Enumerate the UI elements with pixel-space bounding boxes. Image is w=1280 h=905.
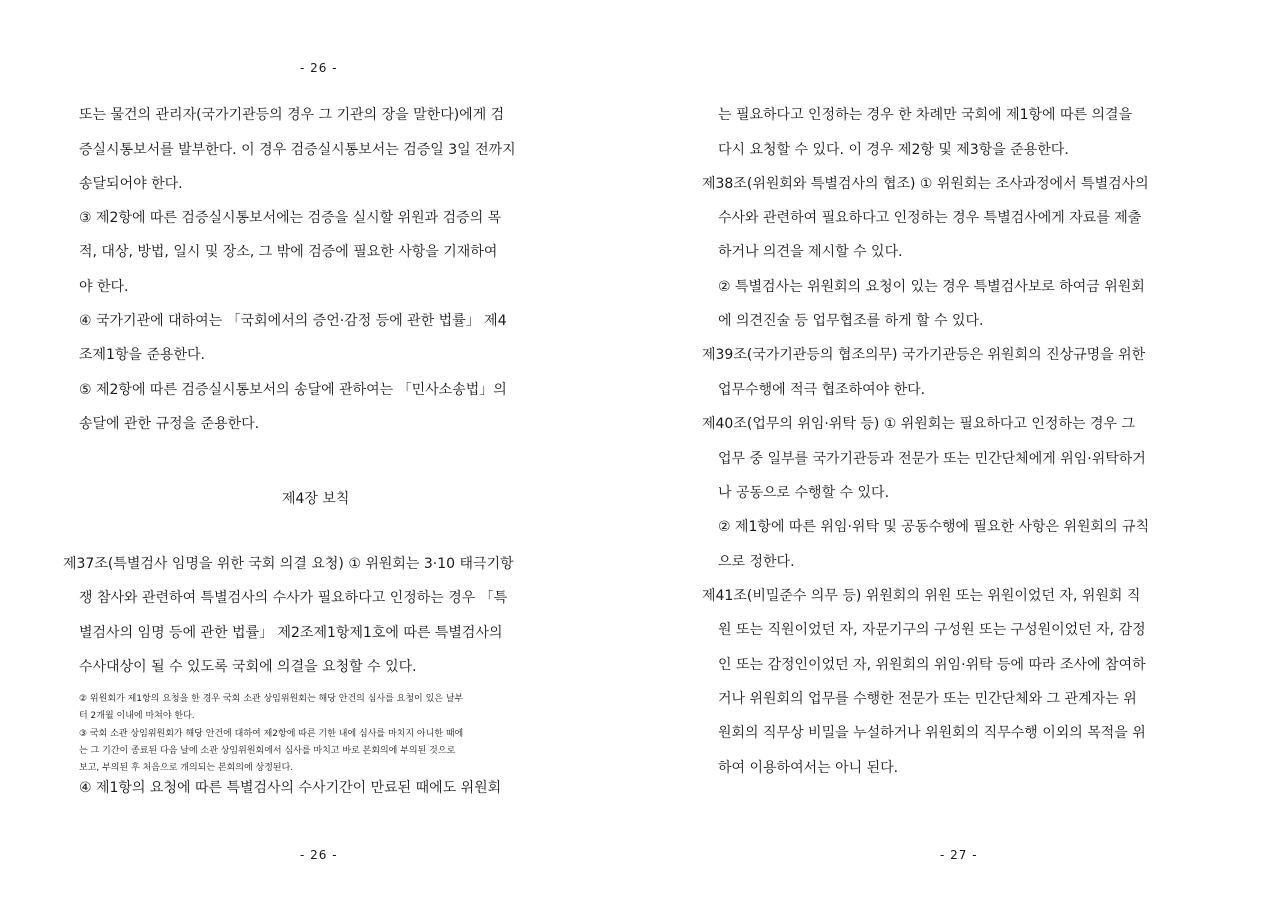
small-text-line: 는 그 기간이 종료된 다음 날에 소관 상임위원회에서 심사를 마치고 바로 본회의에 부의된 것으로 (79, 746, 456, 756)
text-line: 증실시통보서를 발부한다. 이 경우 검증실시통보서는 검증일 3일 전까지 (79, 142, 516, 158)
text-line: 야 한다. (79, 279, 129, 295)
text-line: 다시 요청할 수 있다. 이 경우 제2항 및 제3항을 준용한다. (718, 142, 1069, 158)
text-line: 제38조(위원회와 특별검사의 협조) ① 위원회는 조사과정에서 특별검사의 (702, 176, 1149, 192)
text-line: 인 또는 감정인이었던 자, 위원회의 위임·위탁 등에 따라 조사에 참여하 (718, 657, 1146, 673)
text-line: 에 의견진술 등 업무협조를 하게 할 수 있다. (718, 313, 984, 329)
text-line: ⑤ 제2항에 따른 검증실시통보서의 송달에 관하여는 「민사소송법」의 (79, 382, 507, 398)
text-line: 업무 중 일부를 국가기관등과 전문가 또는 민간단체에게 위임·위탁하거 (718, 451, 1146, 467)
text-line: 원회의 직무상 비밀을 누설하거나 위원회의 직무수행 이외의 목적을 위 (718, 725, 1146, 741)
chapter-heading: 제4장 보칙 (282, 491, 350, 507)
text-line: ② 특별검사는 위원회의 요청이 있는 경우 특별검사보로 하여금 위원회 (718, 279, 1145, 295)
text-line: 제41조(비밀준수 의무 등) 위원회의 위원 또는 위원이었던 자, 위원회 직 (702, 588, 1141, 604)
text-line: 제40조(업무의 위임·위탁 등) ① 위원회는 필요하다고 인정하는 경우 그 (702, 416, 1135, 432)
small-text-line: 터 2개월 이내에 마쳐야 한다. (79, 711, 195, 721)
text-line: 하거나 의견을 제시할 수 있다. (718, 244, 903, 260)
text-line: 수사대상이 될 수 있도록 국회에 의결을 요청할 수 있다. (79, 659, 417, 675)
text-line: ② 제1항에 따른 위임·위탁 및 공동수행에 필요한 사항은 위원회의 규칙 (718, 519, 1150, 535)
text-line: ④ 국가기관에 대하여는 「국회에서의 증언·감정 등에 관한 법률」 제4 (79, 313, 507, 329)
text-line: 수사와 관련하여 필요하다고 인정하는 경우 특별검사에게 자료를 제출 (718, 210, 1142, 226)
bottom-page-number: - 26 - (300, 848, 338, 862)
text-line: 업무수행에 적극 협조하여야 한다. (718, 382, 926, 398)
text-line: 쟁 참사와 관련하여 특별검사의 수사가 필요하다고 인정하는 경우 「특 (79, 590, 508, 606)
small-text-line: ③ 국회 소관 상임위원회가 해당 안건에 대하여 제2항에 따른 기한 내에 심사를 마치지 아니한 때에 (79, 729, 464, 739)
small-text-line: ② 위원회가 제1항의 요청을 한 경우 국회 소관 상임위원회는 해당 안건의 심사를 요청이 있은 날부 (79, 694, 464, 704)
text-line: 제39조(국가기관등의 협조의무) 국가기관등은 위원회의 진상규명을 위한 (702, 347, 1146, 363)
text-line: 으로 정한다. (718, 554, 795, 570)
text-line: 나 공동으로 수행할 수 있다. (718, 485, 890, 501)
text-line: ④ 제1항의 요청에 따른 특별검사의 수사기간이 만료된 때에도 위원회 (79, 780, 502, 796)
text-line: 하여 이용하여서는 아니 된다. (718, 760, 899, 776)
text-line: 송달에 관한 규정을 준용한다. (79, 416, 260, 432)
text-line: 적, 대상, 방법, 일시 및 장소, 그 밖에 검증에 필요한 사항을 기재하여 (79, 244, 498, 260)
text-line: 제37조(특별검사 임명을 위한 국회 의결 요청) ① 위원회는 3·10 태극기항 (63, 556, 514, 572)
text-line: 원 또는 직원이었던 자, 자문기구의 구성원 또는 구성원이었던 자, 감정 (718, 622, 1146, 638)
text-line: 별검사의 임명 등에 관한 법률」 제2조제1항제1호에 따른 특별검사의 (79, 625, 503, 641)
small-text-line: 보고, 부의된 후 처음으로 개의되는 본회의에 상정된다. (79, 763, 294, 773)
right-page (640, 0, 1280, 905)
text-line: 거나 위원회의 업무를 수행한 전문가 또는 민간단체와 그 관계자는 위 (718, 691, 1137, 707)
text-line: 는 필요하다고 인정하는 경우 한 차례만 국회에 제1항에 따른 의결을 (718, 107, 1133, 123)
text-line: 또는 물건의 관리자(국가기관등의 경우 그 기관의 장을 말한다)에게 검 (79, 107, 505, 123)
text-line: ③ 제2항에 따른 검증실시통보서에는 검증을 실시할 위원과 검증의 목 (79, 210, 502, 226)
text-line: 송달되어야 한다. (79, 176, 183, 192)
top-page-number: - 26 - (300, 61, 338, 75)
text-line: 조제1항을 준용한다. (79, 347, 205, 363)
bottom-page-number: - 27 - (940, 848, 978, 862)
